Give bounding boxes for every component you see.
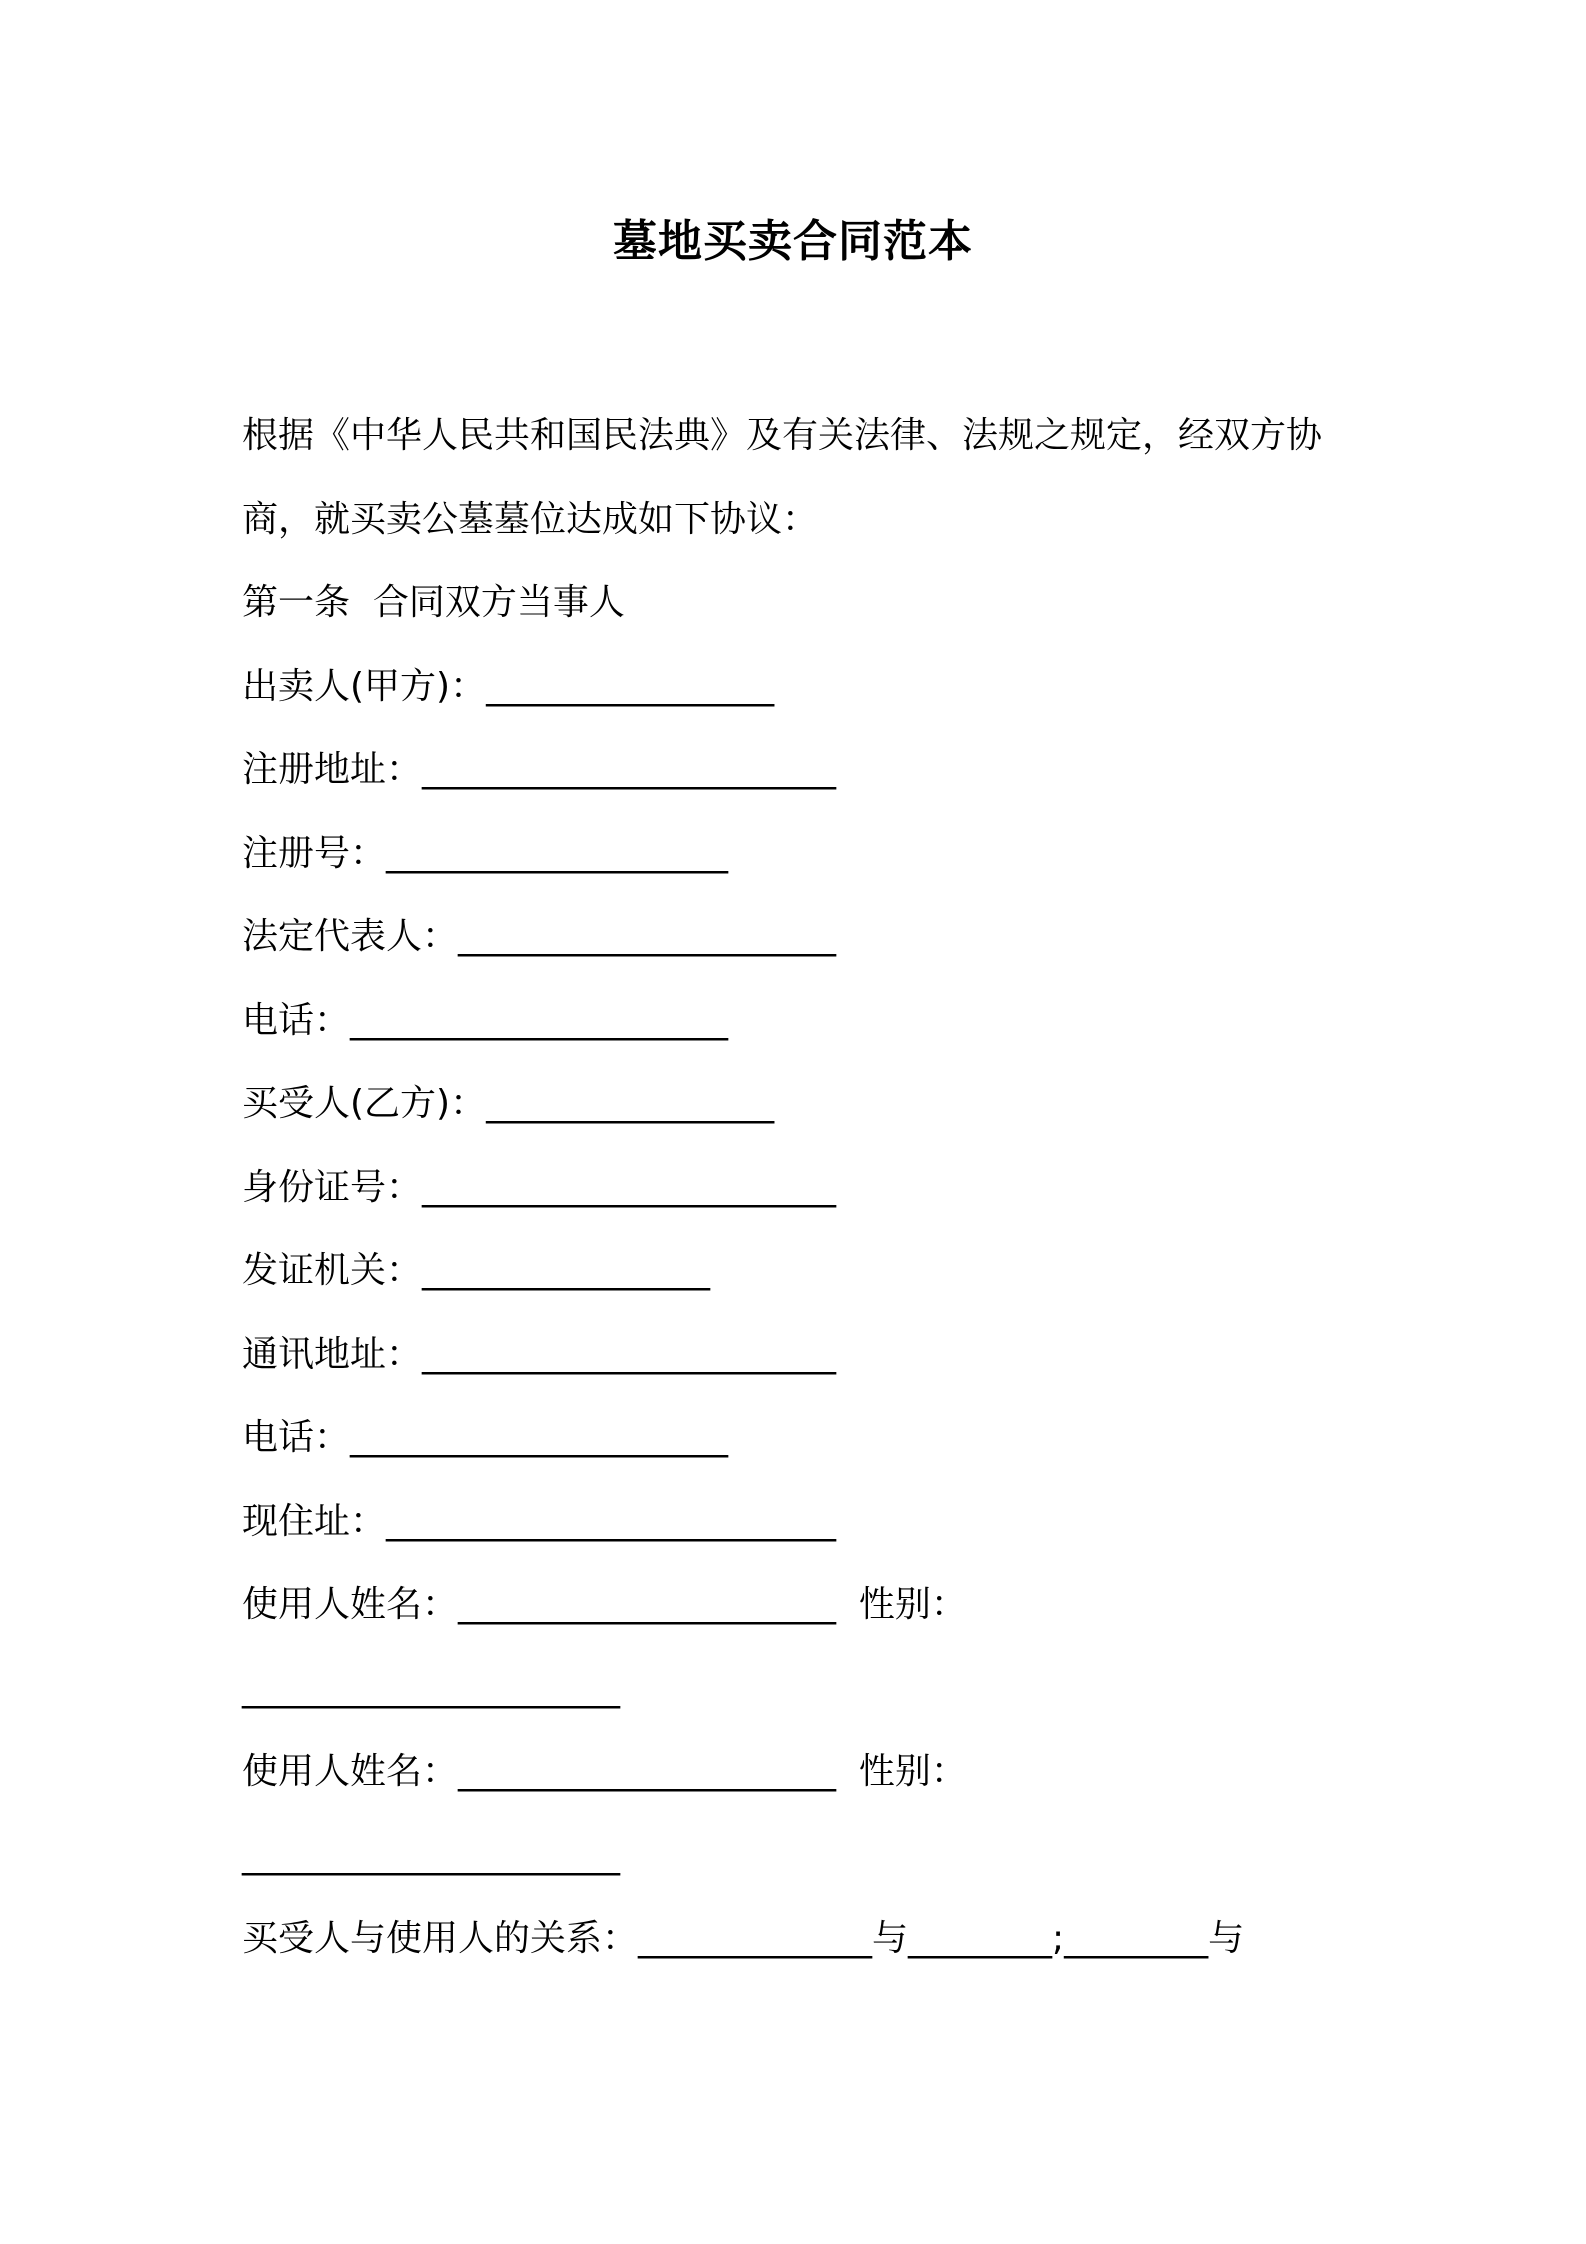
user-name-gender-field-2: 使用人姓名：_____________________ 性别： [242, 1751, 967, 1792]
document-body [242, 404, 1362, 1991]
seller-field: 出卖人(甲方)：________________ [242, 665, 775, 707]
seller-phone-field: 电话：_____________________ [242, 999, 729, 1041]
registered-address-field: 注册地址：_______________________ [242, 749, 837, 790]
gender-blank-2: _____________________ [242, 1834, 620, 1876]
intro-line-1: 根据《中华人民共和国民法典》及有关法律、法规之规定，经双方协 [242, 415, 1323, 456]
relationship-field: 买受人与使用人的关系：_____________与________;________与 [242, 1918, 1245, 1959]
buyer-phone-field: 电话：_____________________ [242, 1417, 729, 1458]
document-title: 墓地买卖合同范本 [613, 216, 973, 267]
legal-representative-field: 法定代表人：_____________________ [242, 916, 837, 957]
intro-line-2: 商，就买卖公墓墓位达成如下协议： [242, 498, 819, 540]
article-1-heading: 第一条 合同双方当事人 [242, 582, 625, 623]
registration-number-field: 注册号：___________________ [242, 832, 729, 874]
mailing-address-field: 通讯地址：_______________________ [242, 1333, 837, 1375]
buyer-field: 买受人(乙方)：________________ [242, 1083, 775, 1124]
id-number-field: 身份证号：_______________________ [242, 1166, 837, 1208]
gender-blank-1: _____________________ [242, 1667, 620, 1709]
issuing-authority-field: 发证机关：________________ [242, 1250, 711, 1291]
user-name-gender-field-1: 使用人姓名：_____________________ 性别： [242, 1584, 967, 1625]
current-address-field: 现住址：_________________________ [242, 1500, 837, 1542]
